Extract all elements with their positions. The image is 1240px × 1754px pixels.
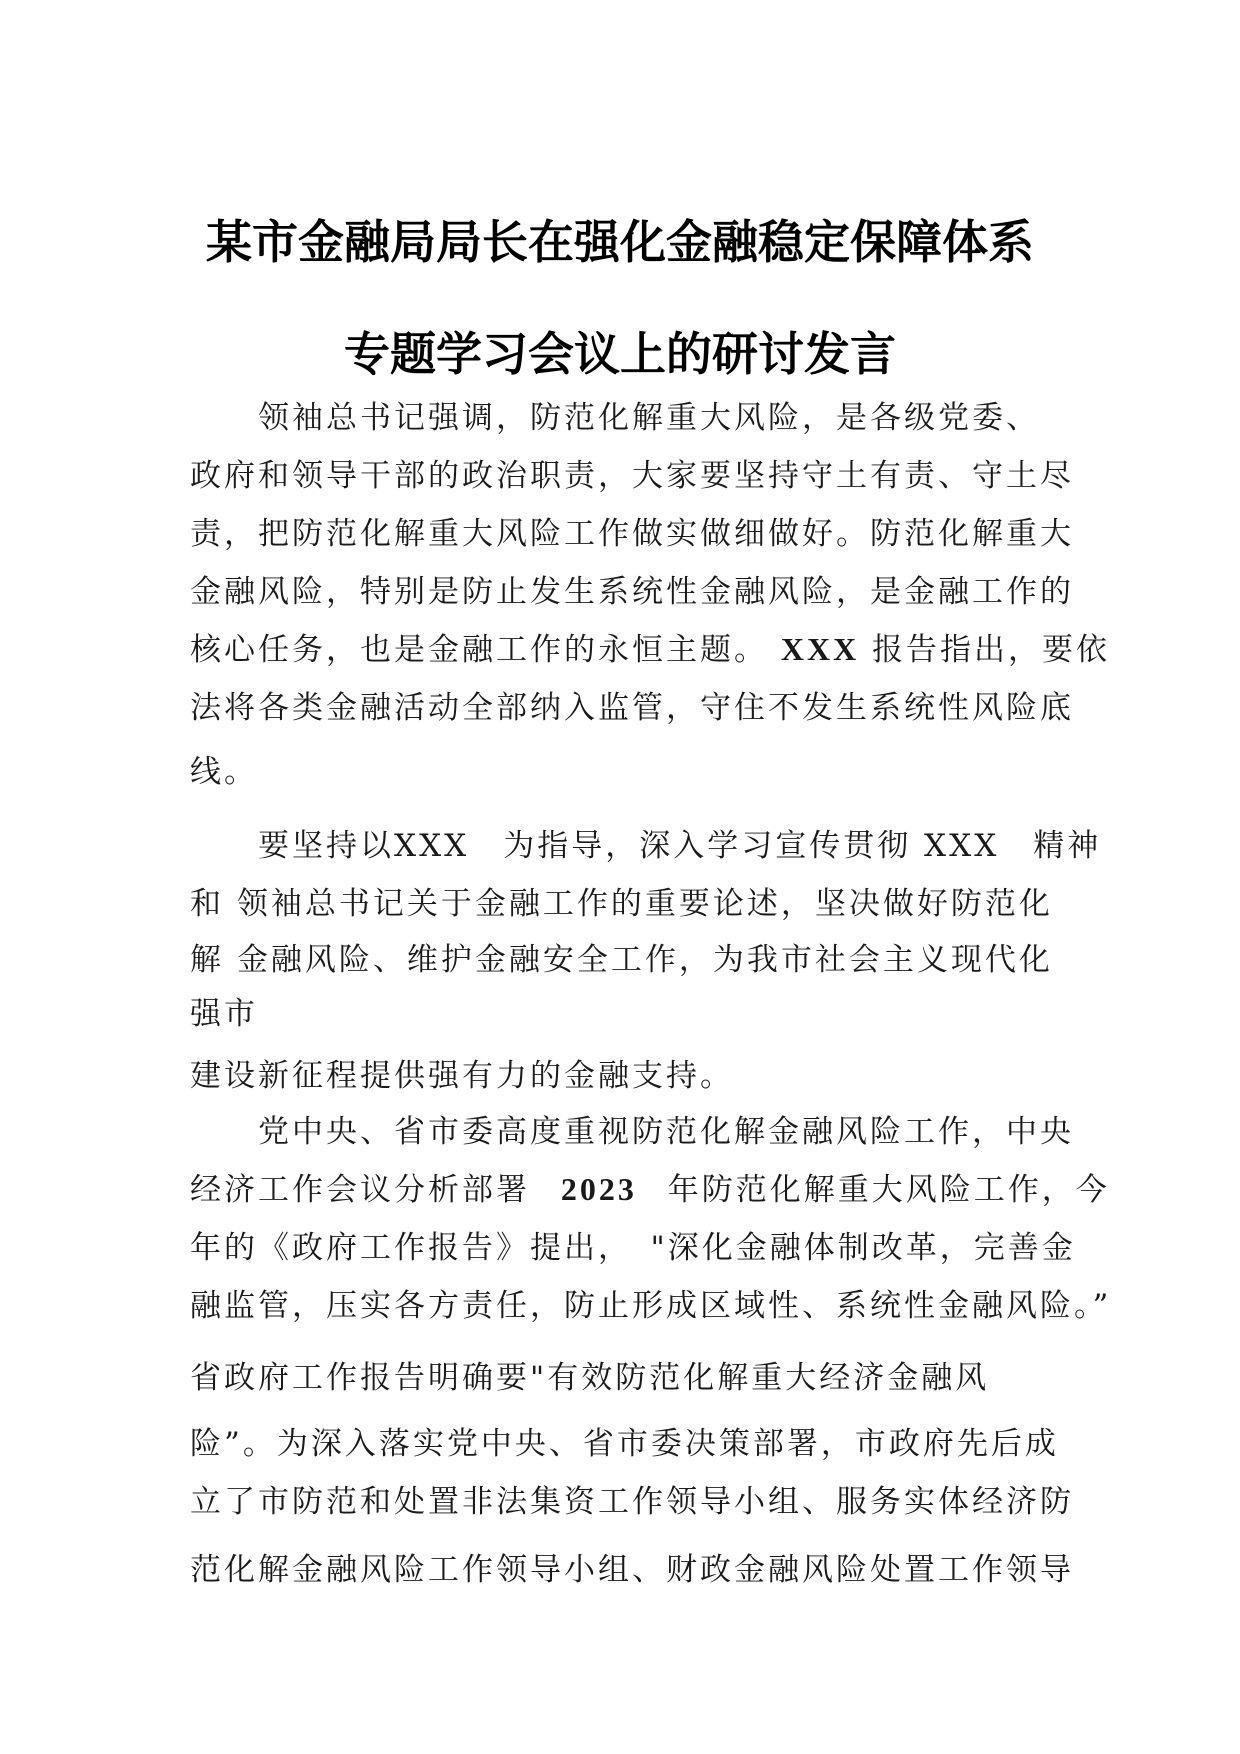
document-title-line-2: 专题学习会议上的研讨发言 <box>344 327 896 381</box>
paragraph-3-line-2 <box>190 1164 1110 1209</box>
paragraph-3-line-8: 范化解金融风险工作领导小组、财政金融风险处置工作领导 <box>190 1552 1074 1588</box>
paragraph-2-line-5: 建设新征程提供强有力的金融支持。 <box>190 1058 734 1094</box>
paragraph-3-line-2-text-a: 经济工作会议分析部署 <box>190 1172 530 1208</box>
paragraph-1-line-1: 领袖总书记强调，防范化解重大风险，是各级党委、 <box>258 400 1040 436</box>
paragraph-1-line-4: 金融风险，特别是防止发生系统性金融风险，是金融工作的 <box>190 574 1074 610</box>
paragraph-3-line-3: 年的《政府工作报告》提出， "深化金融体制改革，完善金 <box>190 1230 1076 1266</box>
paragraph-1-line-7: 线。 <box>190 754 258 790</box>
paragraph-1-line-5-text-c: 报告指出，要依 <box>872 632 1111 668</box>
paragraph-3-line-5: 省政府工作报告明确要"有效防范化解重大经济金融风 <box>190 1360 990 1396</box>
paragraph-3-line-2-text-c: 年防范化解重大风险工作，今 <box>667 1172 1110 1208</box>
paragraph-3-line-7: 立了市防范和处置非法集资工作领导小组、服务实体经济防 <box>190 1484 1074 1520</box>
paragraph-1-line-3: 责，把防范化解重大风险工作做实做细做好。防范化解重大 <box>190 516 1074 552</box>
paragraph-3-line-1: 党中央、省市委高度重视防范化解金融风险工作，中央 <box>258 1114 1074 1150</box>
paragraph-3-line-2-bold-year: 2023 <box>560 1171 637 1207</box>
paragraph-1-line-6: 法将各类金融活动全部纳入监管，守住不发生系统性风险底 <box>190 690 1074 726</box>
paragraph-2-line-2: 和 领袖总书记关于金融工作的重要论述，坚决做好防范化 <box>190 886 1053 922</box>
paragraph-2-line-3: 解 金融风险、维护金融安全工作，为我市社会主义现代化 <box>190 942 1053 978</box>
paragraph-1-line-5-text-a: 核心任务，也是金融工作的永恒主题。 <box>190 632 768 668</box>
paragraph-1-line-5 <box>190 624 1110 669</box>
document-title-line-1: 某市金融局局长在强化金融稳定保障体系 <box>206 215 1034 269</box>
paragraph-2-line-1: 要坚持以XXX 为指导，深入学习宣传贯彻 XXX 精神 <box>258 828 1102 864</box>
paragraph-3-line-4: 融监管，压实各方责任，防止形成区域性、系统性金融风险。” <box>190 1288 1112 1324</box>
paragraph-3-line-6: 险”。为深入落实党中央、省市委决策部署，市政府先后成 <box>190 1426 1059 1462</box>
paragraph-2-line-4: 强市 <box>190 996 258 1032</box>
paragraph-1-line-2: 政府和领导干部的政治职责，大家要坚持守土有责、守土尽 <box>190 458 1074 494</box>
paragraph-1-line-5-bold-xxx: XXX <box>780 631 860 667</box>
